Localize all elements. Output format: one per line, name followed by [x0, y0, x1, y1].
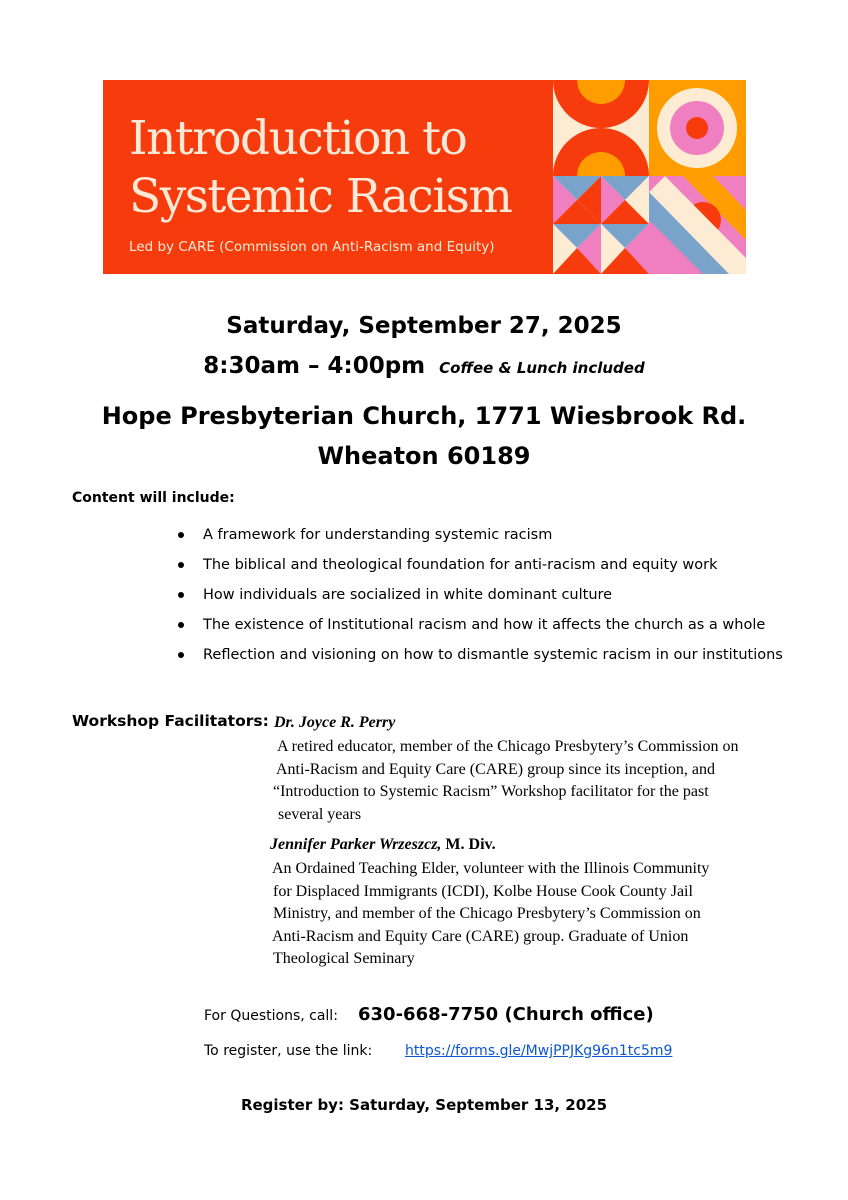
facilitator-2-bio — [272, 858, 709, 971]
bullet-icon — [178, 532, 184, 538]
art-tile-stripes — [649, 176, 746, 274]
geometric-pattern-art — [553, 80, 746, 274]
bullet-icon — [178, 652, 184, 658]
event-date: Saturday, September 27, 2025 — [226, 313, 622, 339]
content-heading: Content will include: — [72, 490, 235, 506]
facilitator-1-name: Dr. Joyce R. Perry — [274, 714, 396, 731]
bio-line: for Displaced Immigrants (ICDI), Kolbe House Cook County Jail — [273, 882, 693, 900]
event-time: 8:30am – 4:00pm — [203, 353, 426, 379]
bullet-icon — [178, 622, 184, 628]
event-banner — [103, 80, 746, 274]
bio-line: “Introduction to Systemic Racism” Workshop facilitator for the past — [273, 783, 709, 800]
list-item-text: Reflection and visioning on how to dismantle systemic racism in our institutions — [203, 647, 783, 663]
bio-line: several years — [278, 805, 362, 823]
facilitator-2-fullname: Jennifer Parker Wrzeszcz, — [270, 836, 442, 853]
bio-line: A retired educator, member of the Chicago Presbytery’s Commission on — [277, 738, 739, 755]
venue-address: Hope Presbyterian Church, 1771 Wiesbrook Rd. — [101, 402, 747, 430]
bullet-icon — [178, 562, 184, 568]
register-deadline: Register by: Saturday, September 13, 2025 — [240, 1096, 608, 1114]
facilitators-heading: Workshop Facilitators: — [72, 712, 269, 730]
list-item-text: How individuals are socialized in white dominant culture — [203, 587, 613, 603]
questions-label: For Questions, call: — [204, 1008, 338, 1024]
bio-line: Ministry, and member of the Chicago Presbytery’s Commission on — [273, 905, 701, 922]
event-time-line — [0, 353, 848, 379]
facilitator-2-degree: M. Div. — [441, 836, 496, 853]
register-label: To register, use the link: — [204, 1043, 373, 1059]
art-tile-triangles — [553, 176, 649, 274]
banner-title-line1: Introduction to — [129, 111, 467, 166]
church-phone: 630-668-7750 (Church office) — [358, 1004, 654, 1025]
bio-line: Anti-Racism and Equity Care (CARE) group since its inception, and — [276, 760, 716, 778]
bio-line: Anti-Racism and Equity Care (CARE) group. Graduate of Union — [272, 927, 689, 945]
list-item-text: A framework for understanding systemic racism — [203, 527, 553, 543]
banner-subtitle: Led by CARE (Commission on Anti-Racism and Equity) — [129, 239, 495, 255]
facilitator-1-bio — [273, 736, 738, 826]
meals-note: Coffee & Lunch included — [439, 359, 645, 377]
bio-line: An Ordained Teaching Elder, volunteer with the Illinois Community — [272, 860, 710, 877]
banner-title — [129, 110, 511, 226]
list-item-text: The existence of Institutional racism and how it affects the church as a whole — [203, 617, 766, 633]
facilitator-2-name — [270, 834, 496, 857]
banner-title-line2: Systemic Racism — [129, 169, 512, 224]
bullet-icon — [178, 592, 184, 598]
venue-city: Wheaton 60189 — [317, 442, 531, 470]
list-item-text: The biblical and theological foundation for anti-racism and equity work — [203, 557, 718, 573]
register-link[interactable]: https://forms.gle/MwjPPJKg96n1tc5m9 — [405, 1043, 673, 1059]
bio-line: Theological Seminary — [273, 950, 415, 967]
